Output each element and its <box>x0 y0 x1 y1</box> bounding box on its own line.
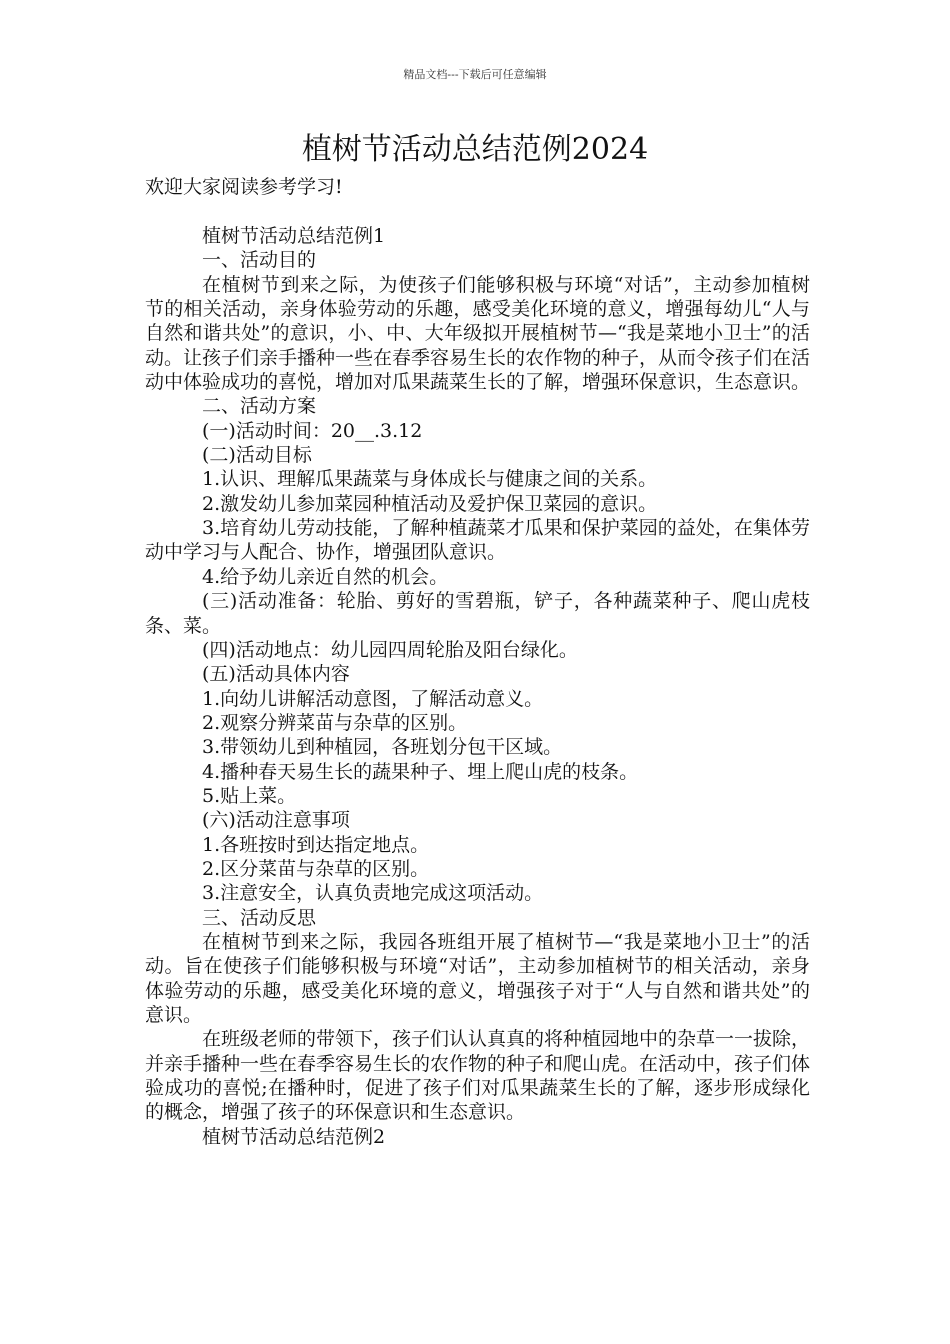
list-item: (四)活动地点：幼儿园四周轮胎及阳台绿化。 <box>202 638 578 661</box>
subheading: 三、活动反思 <box>202 906 317 929</box>
list-item: (二)活动目标 <box>202 444 312 467</box>
list-item: 3.培育幼儿劳动技能，了解种植蔬菜才瓜果和保护菜园的益处，在集体劳动中学习与人配合、协作，增强团队意识。 <box>145 517 810 564</box>
section-heading: 植树节活动总结范例2 <box>202 1125 386 1148</box>
list-item: 4.给予幼儿亲近自然的机会。 <box>202 565 449 588</box>
paragraph: 在植树节到来之际，为使孩子们能够积极与环境“对话”，主动参加植树节的相关活动，亲身体验劳动的乐趣，感受美化环境的意义，增强每幼儿“人与自然和谐共处”的意识，小、中、大年级拟开展植树节—“我是菜地小卫士”的活动。让孩子们亲手播种一些在春季容易生长的农作物的种子，从而令孩子们在活动中体验成功的喜悦，增加对瓜果蔬菜生长的了解，增强环保意识，生态意识。 <box>145 273 811 394</box>
list-item: 4.播种春天易生长的蔬果种子、埋上爬山虎的枝条。 <box>202 760 639 783</box>
page-title: 植树节活动总结范例2024 <box>301 132 649 167</box>
list-item: (三)活动准备：轮胎、剪好的雪碧瓶，铲子，各种蔬菜种子、爬山虎枝条、菜。 <box>145 590 810 637</box>
list-item: 2.激发幼儿参加菜园种植活动及爱护保卫菜园的意识。 <box>202 492 658 515</box>
paragraph: 在植树节到来之际，我园各班组开展了植树节—“我是菜地小卫士”的活动。旨在使孩子们能够积极与环境“对话”，主动参加植树节的相关活动，亲身体验劳动的乐趣，感受美化环境的意义，增强孩子对于“人与自然和谐共处”的意识。 <box>145 930 810 1026</box>
list-item: 3.注意安全，认真负责地完成这项活动。 <box>202 882 544 905</box>
subheading: 一、活动目的 <box>202 249 317 272</box>
section-heading: 植树节活动总结范例1 <box>202 225 386 247</box>
list-item: 1.向幼儿讲解活动意图，了解活动意义。 <box>202 687 544 710</box>
list-item: (六)活动注意事项 <box>202 809 350 832</box>
subheading: 二、活动方案 <box>202 395 317 418</box>
document-body <box>145 224 810 1149</box>
list-item: 1.认识、理解瓜果蔬菜与身体成长与健康之间的关系。 <box>202 468 658 491</box>
list-item: (五)活动具体内容 <box>202 663 350 686</box>
list-item: 5.贴上菜。 <box>202 784 297 807</box>
list-item: (一)活动时间：20__.3.12 <box>202 419 423 442</box>
list-item: 2.观察分辨菜苗与杂草的区别。 <box>202 711 468 734</box>
list-item: 3.带领幼儿到种植园，各班划分包干区域。 <box>202 736 563 759</box>
paragraph: 在班级老师的带领下，孩子们认认真真的将种植园地中的杂草一一拔除，并亲手播种一些在春季容易生长的农作物的种子和爬山虎。在活动中，孩子们体验成功的喜悦;在播种时，促进了孩子们对瓜果蔬菜生长的了解，逐步形成绿化的概念，增强了孩子的环保意识和生态意识。 <box>145 1028 811 1124</box>
list-item: 2.区分菜苗与杂草的区别。 <box>202 857 430 880</box>
header-note: 精品文档---下载后可任意编辑 <box>403 68 547 81</box>
list-item: 1.各班按时到达指定地点。 <box>202 833 430 856</box>
intro-text: 欢迎大家阅读参考学习! <box>145 176 343 198</box>
